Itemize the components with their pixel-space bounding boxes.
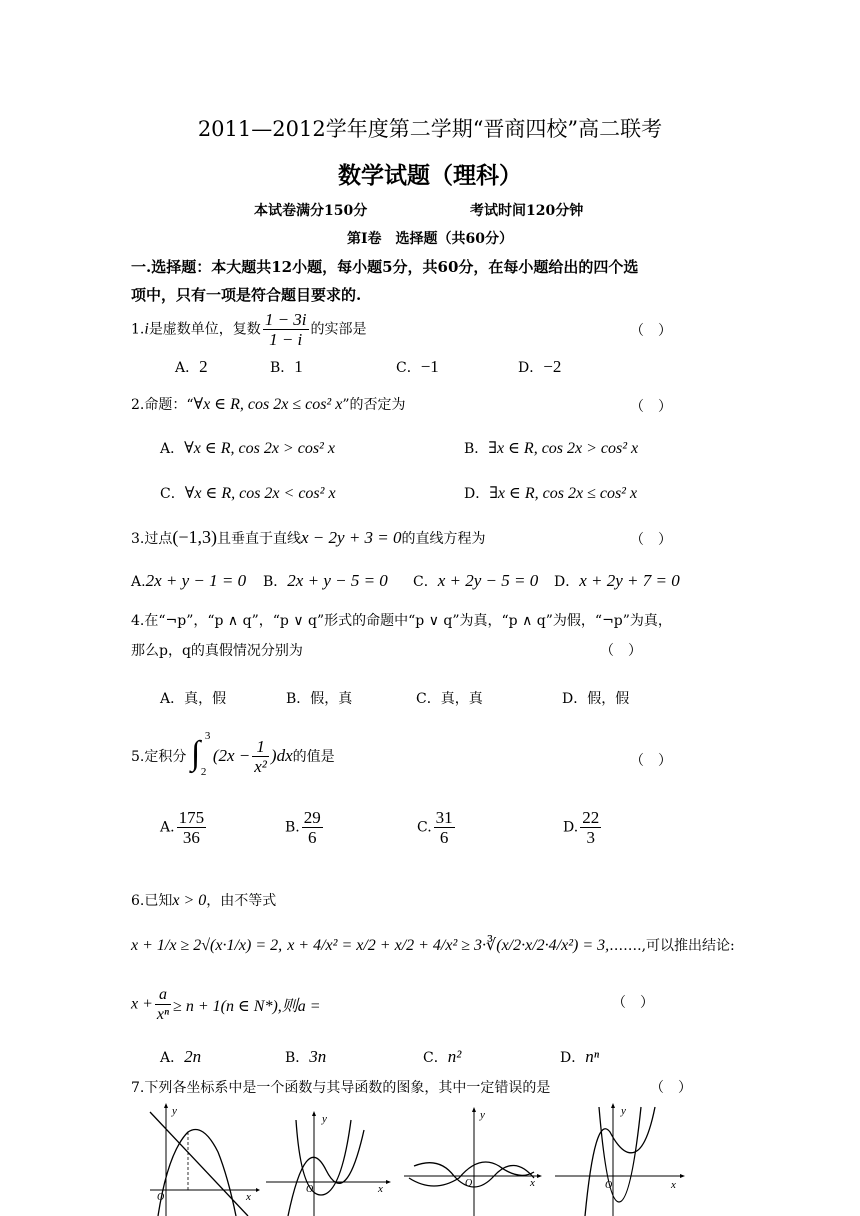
score-info: 本试卷满分150分 [254,203,368,219]
option-value: 真，真 [440,691,483,707]
question-3-stem [131,527,486,548]
q4-option-b [286,688,352,708]
q5-upper-limit: 3 [204,730,211,742]
q6-inequality-1: x + 1/x ≥ 2√(x·1/x) = 2, [131,937,283,954]
option-fraction [177,808,207,847]
option-label: A． [160,441,185,457]
q1-text1: 是虚数单位，复数 [148,321,261,338]
option-fraction [302,808,323,847]
q6-condition: x > 0 [172,892,207,909]
q2-option-d [464,483,637,503]
q6-option-c [423,1047,461,1067]
q4-option-a [160,688,226,708]
frac-den: 6 [308,828,317,847]
q1-option-a [175,357,208,377]
question-4-line1: 4.在“¬p”，“p ∧ q”，“p ∨ q”形式的命题中“p ∨ q”为真，“p ∧ q”为假，“¬p”为真， [131,613,672,629]
q6-option-b [285,1047,326,1067]
q1-option-d [518,357,561,377]
section-instruction-line2: 项中，只有一项是符合题目要求的. [131,286,362,304]
q6-text1: 6.已知 [131,893,173,909]
question-4-line2: 那么p，q的真假情况分别为 [131,643,303,659]
q5-option-a [160,808,208,847]
derivative-curve [288,1130,364,1216]
q1-text2: 的实部是 [310,321,367,338]
frac-num: 22 [582,808,600,827]
q5-frac-num: 1 [252,737,269,757]
function-curve [158,1130,236,1216]
q2-answer-bracket: （ ） [630,399,672,415]
q6-frac-den: xⁿ [156,1006,170,1023]
time-info: 考试时间120分钟 [470,203,584,219]
q5-text2: 的值是 [292,749,335,765]
option-value: ∃x ∈ R, cos 2x > cos² x [488,440,639,457]
q6-conclusion-b: ≥ n + 1(n ∈ N*),则a = [173,998,321,1015]
option-label: C． [416,691,441,707]
q1-number: 1. [131,321,145,338]
option-value: 真，假 [184,691,227,707]
y-axis-label: y [172,1105,177,1117]
y-axis-label: y [322,1113,327,1125]
integral-sign: ∫ 3 2 [190,730,211,778]
q3-text2: 且垂直于直线 [217,531,301,547]
q3-option-b [263,571,388,591]
option-value: 1 [294,357,303,376]
q2-math: ∀x ∈ R, cos 2x ≤ cos² x [193,396,343,413]
option-fraction [580,808,601,847]
q5-option-b [285,808,325,847]
q5-lower-limit: 2 [200,766,207,778]
question-5-stem [131,730,335,778]
q6-conclusion-a: x + [131,995,153,1013]
q6-option-a [160,1047,201,1067]
question-2-stem [131,394,406,414]
option-value: n² [447,1047,462,1066]
q6-answer-bracket: （ ） [612,995,654,1011]
q1-option-c [396,357,439,377]
origin-label: O [465,1178,473,1189]
q6-text2: ，由不等式 [206,893,277,909]
function-curve [296,1120,351,1195]
question-7-stem: 7.下列各坐标系中是一个函数与其导函数的图象，其中一定错误的是 [131,1080,551,1096]
option-label: C． [423,1050,448,1066]
origin-label: O [605,1180,613,1191]
frac-den: 36 [182,828,200,847]
frac-num: 29 [303,808,321,827]
option-label: D． [562,691,588,707]
q6-tail-text: …….,可以推出结论: [609,938,735,954]
x-axis-label: x [378,1183,383,1195]
q7-graph-4 [555,1102,685,1216]
frac-num: 31 [435,808,453,827]
q5-fraction [252,737,269,776]
q3-point: (−1,3) [172,527,217,547]
option-value: nⁿ [585,1047,600,1066]
option-label: B. [285,819,300,836]
option-label: C. [417,819,432,836]
q2-option-a [160,438,335,458]
q6-conclusion-fraction [155,985,171,1024]
option-label: B． [286,691,311,707]
q1-answer-bracket: （ ） [630,323,672,339]
q5-integrand-a: (2x − [212,746,251,765]
x-axis-label: x [530,1177,535,1189]
q4-option-d [562,688,629,708]
q3-option-a [131,571,246,591]
frac-num: 175 [178,808,205,827]
option-label: A． [160,1050,185,1066]
q5-text1: 5.定积分 [131,749,187,765]
question-6-stem [131,890,276,910]
derivative-curve [150,1112,248,1216]
q3-text3: 的直线方程为 [401,531,486,547]
q6-conclusion [131,985,321,1024]
frac-den: 3 [586,828,595,847]
origin-label: O [157,1192,165,1203]
q6-inequalities [131,935,735,955]
option-value: ∀x ∈ R, cos 2x > cos² x [184,440,335,457]
option-label: B． [285,1050,310,1066]
y-axis-label: y [621,1105,626,1117]
q1-var: i [144,320,149,338]
q4-answer-bracket: （ ） [600,643,642,659]
option-value: 2x + y − 5 = 0 [287,571,388,590]
q7-graph-1 [148,1102,260,1216]
option-label: A. [131,574,146,590]
q3-option-d [554,571,680,591]
q2-suffix: ”的否定为 [342,397,406,413]
option-value: ∀x ∈ R, cos 2x < cos² x [184,485,336,502]
option-value: x + 2y + 7 = 0 [579,571,680,590]
origin-label: O [306,1184,314,1195]
option-label: A． [175,360,200,376]
option-value: ∃x ∈ R, cos 2x ≤ cos² x [489,485,638,502]
volume-heading: 第Ⅰ卷 选择题（共60分） [346,231,514,247]
option-value: 2 [199,357,208,376]
q6-inequality-2: x + 4/x² = x/2 + x/2 + 4/x² ≥ 3·∛(x/2·x/2·4/x²) = 3, [287,937,610,954]
q1-denominator: 1 − i [269,330,303,349]
q5-frac-den: x² [254,756,267,776]
option-label: C． [413,574,438,590]
q2-prefix: 2.命题：“ [131,397,194,413]
q5-answer-bracket: （ ） [630,753,672,769]
option-label: D． [560,1050,586,1066]
option-fraction [434,808,455,847]
option-value: 2x + y − 1 = 0 [145,571,247,590]
option-value: 假，真 [310,691,353,707]
q4-option-c [416,688,483,708]
x-axis-label: x [671,1179,676,1191]
q2-option-c [160,483,336,503]
q5-option-c [417,808,457,847]
q3-text1: 3.过点 [131,531,173,547]
q1-numerator: 1 − 3i [264,310,307,329]
frac-den: 6 [439,828,449,847]
option-label: A． [160,691,185,707]
q5-integrand-b: )dx [270,746,293,765]
q3-answer-bracket: （ ） [630,532,672,548]
function-curve [585,1107,655,1216]
option-label: B． [464,441,489,457]
option-value: −1 [420,357,439,376]
option-value: 3n [309,1047,327,1066]
option-value: 2n [184,1047,202,1066]
option-label: D． [554,574,580,590]
option-label: B． [270,360,295,376]
y-axis-label: y [480,1109,485,1121]
option-label: B． [263,574,288,590]
q6-frac-num: a [155,985,171,1005]
q6-option-d [560,1047,599,1067]
q1-fraction [263,310,309,349]
q3-option-c [413,571,538,591]
option-label: C． [160,486,185,502]
q7-graph-2 [266,1110,391,1216]
option-value: −2 [543,357,562,376]
x-axis-label: x [246,1191,251,1203]
q2-option-b [464,438,638,458]
exam-title: 2011—2012学年度第二学期“晋商四校”高二联考 [197,117,663,141]
exam-subtitle: 数学试题（理科） [338,163,522,189]
q1-option-b [270,357,303,377]
option-value: 假，假 [587,691,630,707]
q5-option-d [563,808,603,847]
q7-answer-bracket: （ ） [650,1080,692,1096]
option-value: x + 2y − 5 = 0 [437,571,539,590]
option-label: C． [396,360,421,376]
section-instruction-line1: 一.选择题：本大题共12小题，每小题5分，共60分，在每小题给出的四个选 [131,258,639,276]
q7-graph-3 [404,1106,542,1216]
q3-line: x − 2y + 3 = 0 [301,528,402,547]
option-label: D． [464,486,490,502]
option-label: D. [563,819,579,836]
option-label: A. [160,819,175,836]
question-1-stem [131,310,367,349]
option-label: D． [518,360,544,376]
